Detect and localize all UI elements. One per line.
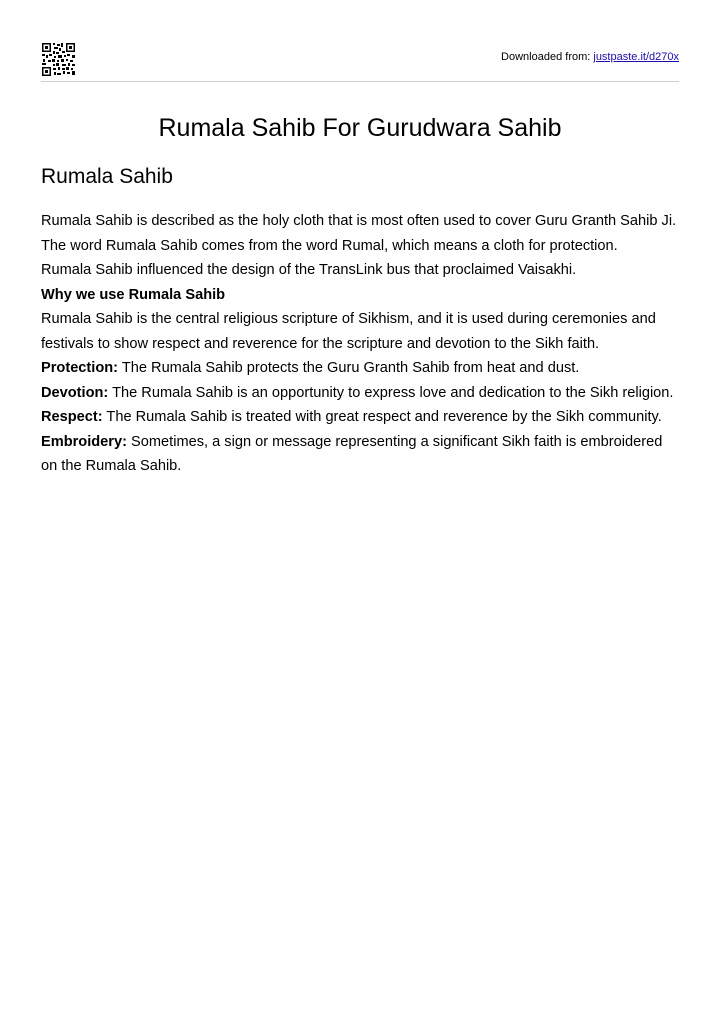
embroidery-label: Embroidery: xyxy=(41,433,127,450)
document-body xyxy=(41,209,679,479)
intro-paragraph: Rumala Sahib is described as the holy cloth that is most often used to cover Guru Granth Sahib Ji. The word Rumala Sahib comes from the word Rumal, which means a cloth for protection. xyxy=(41,213,677,254)
protection-label: Protection: xyxy=(41,360,119,376)
section-heading: Rumala Sahib xyxy=(41,165,173,188)
devotion-text: The Rumala Sahib is an opportunity to express love and dedication to the Sikh religion. xyxy=(108,384,674,401)
qr-code-icon xyxy=(42,43,75,76)
devotion-label: Devotion: xyxy=(41,384,109,401)
why-heading xyxy=(41,283,679,308)
protection-paragraph xyxy=(41,356,679,381)
page-title: Rumala Sahib For Gurudwara Sahib xyxy=(158,114,562,142)
scripture-paragraph: Rumala Sahib is the central religious scripture of Sikhism, and it is used during ceremonies and festivals to show respect and reverence for the scripture and devotion to the Sikh faith. xyxy=(41,311,656,352)
embroidery-text: Sometimes, a sign or message representing a significant Sikh faith is embroidered on the Rumala Sahib. xyxy=(41,433,663,474)
respect-label: Respect: xyxy=(41,409,103,425)
download-prefix: Downloaded from: xyxy=(501,51,594,63)
download-source xyxy=(501,51,679,63)
download-link[interactable]: justpaste.it/d270x xyxy=(593,51,679,63)
devotion-paragraph xyxy=(41,381,679,406)
protection-text: The Rumala Sahib protects the Guru Granth Sahib from heat and dust. xyxy=(118,360,580,376)
respect-text: The Rumala Sahib is treated with great respect and reverence by the Sikh community. xyxy=(102,409,662,425)
page-header xyxy=(41,43,679,82)
respect-paragraph xyxy=(41,405,679,479)
why-heading-text: Why we use Rumala Sahib xyxy=(41,286,226,303)
translink-paragraph: Rumala Sahib influenced the design of the TransLink bus that proclaimed Vaisakhi. xyxy=(41,262,577,278)
